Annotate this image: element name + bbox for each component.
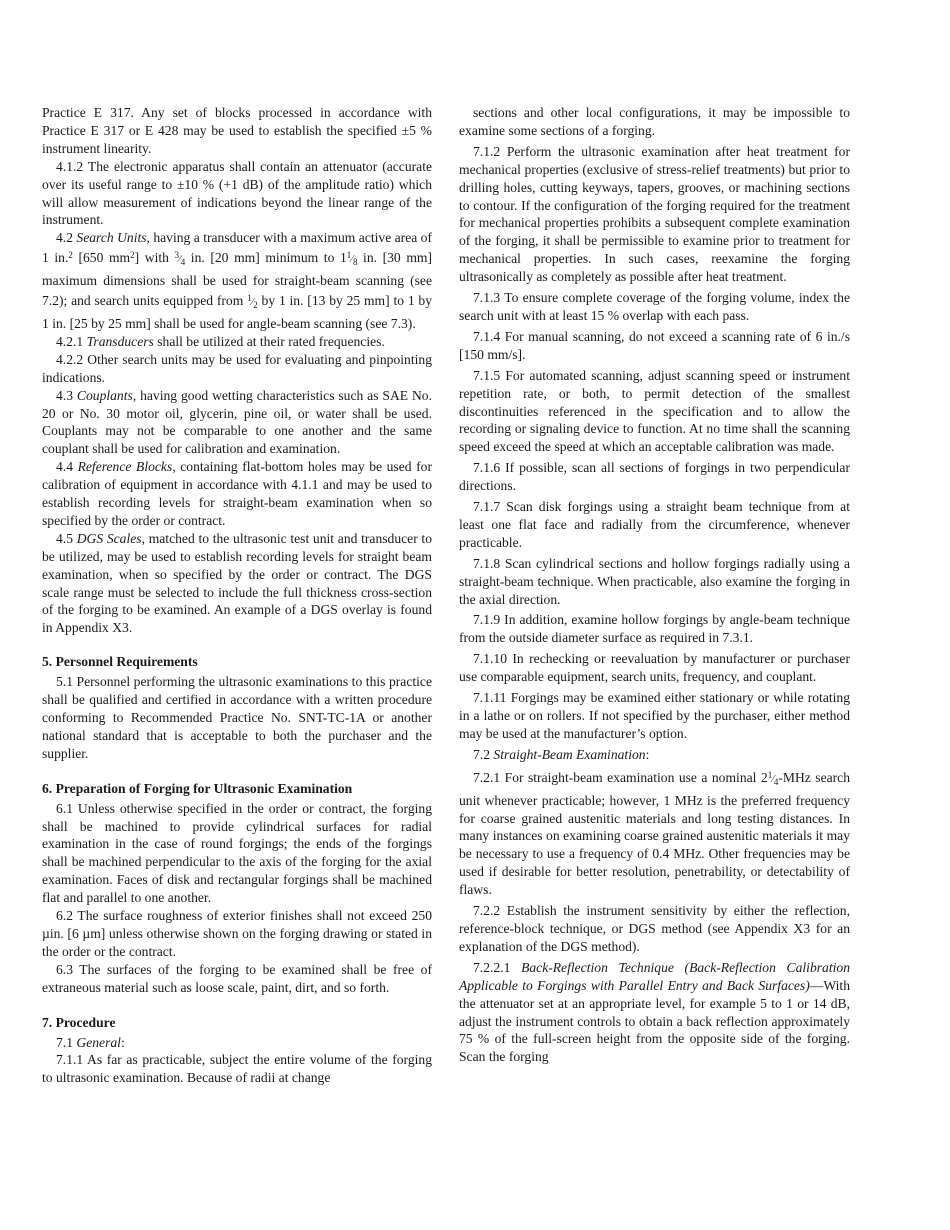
paragraph-7-1-4: 7.1.4 For manual scanning, do not exceed a scanning rate of 6 in./s [150 mm/s]. bbox=[459, 328, 850, 362]
fraction-one-half: 1⁄2 bbox=[247, 293, 258, 311]
term-general: General bbox=[76, 1034, 121, 1050]
term-reference-blocks: Reference Blocks bbox=[77, 459, 173, 475]
paragraph-6-1: 6.1 Unless otherwise specified in the order or contract, the forging shall be machined to provide cylindrical surfaces for radial examination in the case of round forgings; the ends of the forgings shall be machined perpendicular to the axis of the forging for the axial examination. Faces of disk and rectangular forgings shall be machined flat and parallel to one another. bbox=[42, 800, 432, 906]
right-column bbox=[459, 104, 850, 1066]
term-couplants: Couplants bbox=[76, 387, 133, 403]
paragraph-7-2-2: 7.2.2 Establish the instrument sensitivity by either the reflection, reference-block technique, or DGS method (see Appendix X3 for an explanation of the DGS method). bbox=[459, 903, 850, 954]
paragraph-7-1-8: 7.1.8 Scan cylindrical sections and hollow forgings radially using a straight-beam technique. When practicable, also examine the forging in the axial direction. bbox=[459, 555, 850, 607]
paragraph-continued: sections and other local configurations, it may be impossible to examine some sections of a forging. bbox=[459, 105, 850, 138]
paragraph-7-1-10: 7.1.10 In rechecking or reevaluation by manufacturer or purchaser use comparable equipment, search units, frequency, and couplant. bbox=[459, 651, 850, 685]
paragraph-4-2: 4.2 Search Units, having a transducer with a maximum active area of 1 in.$^2$ [650 $mm^2$] with 3⁄4 in. [20 mm] minimum to 11⁄8 in. [30 mm] maximum dimensions shall be used for straight-beam scanning (see 7.2); and search units equipped from 1⁄2 by 1 in. [13 by 25 mm] to 1 by 1 in. [25 by 25 mm] shall be used for angle-beam scanning (see 7.3). bbox=[42, 230, 433, 331]
term-transducers: Transducers bbox=[86, 333, 154, 349]
paragraph-4-4: 4.4 Reference Blocks, containing flat-bottom holes may be used for calibration of equipment in accordance with 4.1.1 and may be used to establish recording levels for straight-beam examination when so specified by the order or contract. bbox=[42, 459, 432, 528]
paragraph-4-5: 4.5 DGS Scales, matched to the ultrasonic test unit and transducer to be utilized, may be used to establish recording levels for straight beam examination, when so specified by the order or contract. The DGS scale range must be selected to include the full thickness cross-section of the forging to be examined. An example of a DGS overlay is found in Appendix X3. bbox=[42, 530, 433, 636]
paragraph-7-1-6: 7.1.6 If possible, scan all sections of forgings in two perpendicular directions. bbox=[459, 460, 850, 494]
paragraph-6-2: 6.2 The surface roughness of exterior finishes shall not exceed 250 µin. [6 µm] unless otherwise shown on the forging drawing or stated in the order or the contract. bbox=[42, 908, 432, 959]
fraction-one-eighth: 1⁄8 bbox=[346, 250, 358, 268]
paragraph-7-1-9: 7.1.9 In addition, examine hollow forgings by angle-beam technique from the outside diameter surface as required in 7.3.1. bbox=[459, 612, 850, 646]
term-back-reflection-technique: Back-Reflection Technique (Back-Reflection Calibration Applicable to Forgings with Parallel Entry and Back Surfaces) bbox=[459, 959, 850, 993]
term-dgs-scales: DGS Scales bbox=[76, 530, 142, 546]
paragraph-7-2-2-1: 7.2.2.1 Back-Reflection Technique (Back-Reflection Calibration Applicable to Forgings with Parallel Entry and Back Surfaces)—With the attenuator set at an appropriate level, for example 5 to 1 or 14 dB, adjust the instrument controls to obtain a back reflection approximately 75 % of the full-screen height from the opposite side of the forging. Scan the forging bbox=[459, 959, 850, 1065]
fraction-one-quarter: 1⁄4 bbox=[767, 769, 779, 787]
paragraph-7-1-11: 7.1.11 Forgings may be examined either stationary or while rotating in a lathe or on rollers. If not specified by the purchaser, either method may be used at the manufacturer’s option. bbox=[459, 690, 850, 741]
paragraph-4-3: 4.3 Couplants, having good wetting characteristics such as SAE No. 20 or No. 30 motor oil, glycerin, pine oil, or water shall be used. Couplants may not be comparable to one another and the same couplant shall be used for calibration and examination. bbox=[42, 387, 432, 457]
paragraph-7-1-3: 7.1.3 To ensure complete coverage of the forging volume, index the search unit with at least 15 % overlap with each pass. bbox=[459, 290, 850, 323]
paragraph-linearity: Practice E 317. Any set of blocks processed in accordance with Practice E 317 or E 428 may be used to establish the specified ±5 % instrument linearity. bbox=[42, 105, 432, 156]
paragraph-7-1-1: 7.1.1 As far as practicable, subject the entire volume of the forging to ultrasonic examination. Because of radii at change bbox=[42, 1052, 432, 1086]
paragraph-7-2: 7.2 Straight-Beam Examination: bbox=[473, 746, 650, 762]
section-heading-6: 6. Preparation of Forging for Ultrasonic Examination bbox=[42, 780, 353, 796]
left-column bbox=[42, 104, 432, 1087]
paragraph-7-1-2: 7.1.2 Perform the ultrasonic examination after heat treatment for mechanical properties (exclusive of stress-relief treatments) but prior to drilling holes, cutting keyways, tapers, grooves, or machining sections to contour. If the configuration of the forging required for the treatment for mechanical properties prohibits a subsequent complete examination of the forging, it shall be permissible to examine prior to treatment for mechanical properties. In such cases, reexamine the forging ultrasonically as completely as possible after heat treatment. bbox=[459, 143, 850, 285]
paragraph-6-3: 6.3 The surfaces of the forging to be examined shall be free of extraneous material such as loose scale, paint, dirt, and so forth. bbox=[42, 961, 432, 995]
section-heading-5: 5. Personnel Requirements bbox=[42, 654, 198, 670]
paragraph-4-2-2: 4.2.2 Other search units may be used for evaluating and pinpointing indications. bbox=[42, 351, 432, 385]
term-search-units: Search Units bbox=[76, 230, 147, 246]
paragraph-4-2-1: 4.2.1 Transducers shall be utilized at their rated frequencies. bbox=[56, 333, 385, 349]
paragraph-5-1: 5.1 Personnel performing the ultrasonic examinations to this practice shall be qualified and certified in accordance with a written procedure conforming to Recommended Practice No. SNT-TC-1A or another national standard that is acceptable to both the purchaser and the supplier. bbox=[42, 674, 432, 761]
paragraph-4-1-2: 4.1.2 The electronic apparatus shall contain an attenuator (accurate over its useful range to ±10 % (+1 dB) of the amplitude ratio) which will allow measurement of indications beyond the linear range of the instrument. bbox=[42, 158, 432, 228]
paragraph-7-1-7: 7.1.7 Scan disk forgings using a straight beam technique from at least one flat face and radially from the circumference, whenever practicable. bbox=[459, 499, 850, 550]
paragraph-7-2-1: 7.2.1 For straight-beam examination use a nominal 21⁄4-MHz search unit whenever practicable; however, 1 MHz is the preferred frequency for coarse grained austenitic materials and long testing distances. In many instances on examining coarse grained austenitic materials it may be necessary to use a frequency of 0.4 MHz. Other frequencies may be used if desirable for better resolution, penetrability, or detectability of flaws. bbox=[459, 769, 851, 898]
section-heading-7: 7. Procedure bbox=[42, 1014, 116, 1030]
fraction-three-quarter: 3⁄4 bbox=[174, 250, 186, 268]
paragraph-7-1: 7.1 General: bbox=[56, 1034, 125, 1050]
term-straight-beam-examination: Straight-Beam Examination bbox=[493, 746, 646, 762]
paragraph-7-1-5: 7.1.5 For automated scanning, adjust scanning speed or instrument repetition rate, or both, to permit detection of the smallest discontinuities referenced in the specification and to allow the recording or signaling device to function. At no time shall the scanning speed exceed the speed at which an acceptable calibration was made. bbox=[459, 367, 850, 455]
